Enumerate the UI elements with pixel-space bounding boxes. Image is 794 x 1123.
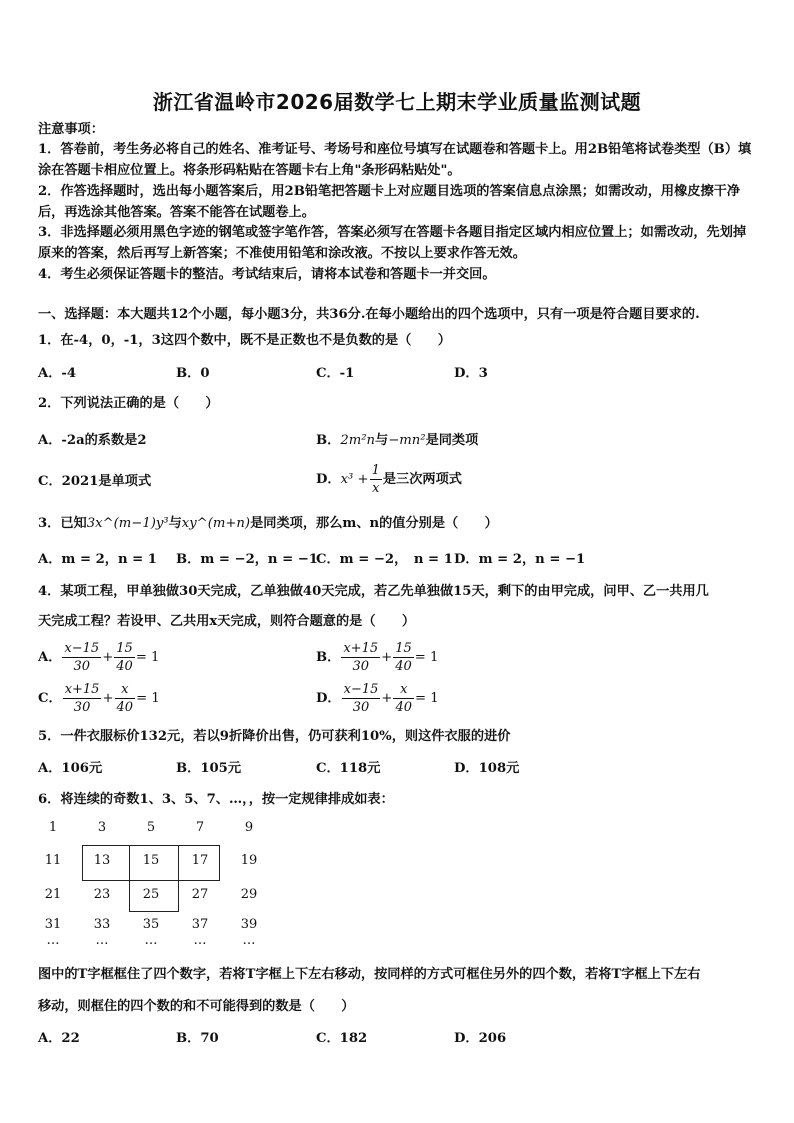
q2-option-b: B．2m²n与−mn²是同类项 bbox=[316, 433, 479, 448]
table-cell: 27 bbox=[191, 887, 209, 902]
notice-heading: 注意事项： bbox=[38, 122, 104, 137]
table-cell: 25 bbox=[142, 887, 160, 902]
table-cell: 5 bbox=[146, 820, 156, 835]
table-cell: 23 bbox=[93, 887, 111, 902]
q6-option-b: B．70 bbox=[176, 1031, 219, 1046]
q6-desc-line2: 移动，则框住的四个数的和不可能得到的数是（ ） bbox=[38, 999, 355, 1014]
q4-option-c: C． $\frac{x+15}{30}$ + $\frac{x}{40}$ = 1 bbox=[38, 682, 160, 715]
q1-stem: 1．在-4，0，-1，3这四个数中，既不是正数也不是负数的是（ ） bbox=[38, 333, 451, 348]
fraction: $\frac{x+15}{30}$ bbox=[343, 641, 379, 674]
q4-stem-line1: 4．某项工程，甲单独做30天完成，乙单独做40天完成，若乙先单独做15天，剩下的由甲完成，问甲、乙一共用几 bbox=[38, 584, 709, 599]
q6-option-a: A．22 bbox=[38, 1031, 80, 1046]
q2-option-d: D．x³ + $\frac{1}{x}$ 是三次两项式 bbox=[316, 463, 462, 496]
q6-option-d: D．206 bbox=[454, 1031, 507, 1046]
fraction: $\frac{15}{40}$ bbox=[116, 641, 133, 674]
q5-option-a: A．106元 bbox=[38, 761, 103, 776]
q5-option-c: C．118元 bbox=[316, 761, 381, 776]
section-heading: 一、选择题：本大题共12个小题，每小题3分，共36分.在每小题给出的四个选项中，只有一项是符合题目要求的. bbox=[38, 307, 700, 322]
q2-stem: 2．下列说法正确的是（ ） bbox=[38, 396, 219, 411]
page-title: 浙江省温岭市2026届数学七上期末学业质量监测试题 bbox=[152, 90, 642, 114]
q6-desc-line1: 图中的T字框框住了四个数字，若将T字框上下左右移动，按同样的方式可框住另外的四个数，若将T字框上下左右 bbox=[38, 967, 701, 982]
table-cell: … bbox=[193, 933, 207, 948]
fraction: $\frac{15}{40}$ bbox=[395, 641, 412, 674]
q3-option-d: D．m = 2，n = −1 bbox=[454, 552, 586, 567]
table-cell: … bbox=[95, 933, 109, 948]
fraction: $\frac{1}{x}$ bbox=[371, 463, 380, 496]
q3-option-b: B．m = −2，n = −1 bbox=[176, 552, 318, 567]
q2-option-c: C．2021是单项式 bbox=[38, 474, 152, 489]
table-cell: … bbox=[46, 933, 60, 948]
table-cell: 1 bbox=[48, 820, 58, 835]
table-cell: … bbox=[144, 933, 158, 948]
q5-stem: 5．一件衣服标价132元，若以9折降价出售，仍可获利10%，则这件衣服的进价 bbox=[38, 729, 511, 744]
q6-option-c: C．182 bbox=[316, 1031, 368, 1046]
table-cell: 19 bbox=[240, 853, 258, 868]
table-cell: 3 bbox=[97, 820, 107, 835]
table-cell: 29 bbox=[240, 887, 258, 902]
q2-option-a: A．-2a的系数是2 bbox=[38, 433, 147, 448]
notice-item-4: 4．考生必须保证答题卡的整洁。考试结束后，请将本试卷和答题卡一并交回。 bbox=[38, 267, 496, 282]
q6-stem: 6．将连续的奇数1、3、5、7、…，，按一定规律排成如表： bbox=[38, 792, 394, 807]
notice-item-2: 2．作答选择题时，选出每小题答案后，用2B铅笔把答题卡上对应题目选项的答案信息点涂黑；如需改动，用橡皮擦干净后，再选涂其他答案。答案不能答在试题卷上。 bbox=[38, 184, 741, 220]
table-cell: 9 bbox=[244, 820, 254, 835]
fraction: $\frac{x}{40}$ bbox=[116, 682, 134, 715]
table-cell: 15 bbox=[142, 853, 160, 868]
table-cell: 13 bbox=[93, 853, 111, 868]
table-cell: 21 bbox=[44, 887, 62, 902]
q1-option-a: A．-4 bbox=[38, 366, 77, 381]
table-cell: 7 bbox=[195, 820, 205, 835]
q3-stem: 3．已知3x^(m−1)y³与xy^(m+n)是同类项，那么m、n的值分别是（ ） bbox=[38, 516, 498, 531]
q4-option-b: B． $\frac{x+15}{30}$ + $\frac{15}{40}$ = 1 bbox=[316, 641, 439, 674]
q4-option-d: D． $\frac{x-15}{30}$ + $\frac{x}{40}$ = 1 bbox=[316, 682, 439, 715]
fraction: $\frac{x+15}{30}$ bbox=[64, 682, 100, 715]
fraction: $\frac{x-15}{30}$ bbox=[64, 641, 100, 674]
q5-option-b: B．105元 bbox=[176, 761, 242, 776]
table-cell: 35 bbox=[142, 917, 160, 932]
q3-option-a: A．m = 2，n = 1 bbox=[38, 552, 157, 567]
table-cell: 11 bbox=[44, 853, 62, 868]
q1-option-c: C．-1 bbox=[316, 366, 355, 381]
fraction: $\frac{x-15}{30}$ bbox=[343, 682, 379, 715]
table-cell: … bbox=[242, 933, 256, 948]
table-cell: 17 bbox=[191, 853, 209, 868]
notice-item-3: 3．非选择题必须用黑色字迹的钢笔或签字笔作答，答案必须写在答题卡各题目指定区域内相应位置上；如需改动，先划掉原来的答案，然后再写上新答案；不准使用铅笔和涂改液。不按以上要求作答无效。 bbox=[38, 225, 747, 261]
q4-option-a: A． $\frac{x-15}{30}$ + $\frac{15}{40}$ = 1 bbox=[38, 641, 160, 674]
q1-option-b: B．0 bbox=[176, 366, 210, 381]
table-cell: 37 bbox=[191, 917, 209, 932]
q1-option-d: D．3 bbox=[454, 366, 488, 381]
q3-option-c: C．m = −2， n = 1 bbox=[316, 552, 453, 567]
fraction: $\frac{x}{40}$ bbox=[395, 682, 413, 715]
notice-item-1: 1．答卷前，考生务必将自己的姓名、准考证号、考场号和座位号填写在试题卷和答题卡上。用2B铅笔将试卷类型（B）填涂在答题卡相应位置上。将条形码粘贴在答题卡右上角"条形码粘贴处"。 bbox=[38, 142, 752, 178]
table-cell: 31 bbox=[44, 917, 62, 932]
q4-stem-line2: 天完成工程？若设甲、乙共用x天完成，则符合题意的是（ ） bbox=[38, 614, 416, 629]
table-cell: 39 bbox=[240, 917, 258, 932]
q5-option-d: D．108元 bbox=[454, 761, 520, 776]
table-cell: 33 bbox=[93, 917, 111, 932]
